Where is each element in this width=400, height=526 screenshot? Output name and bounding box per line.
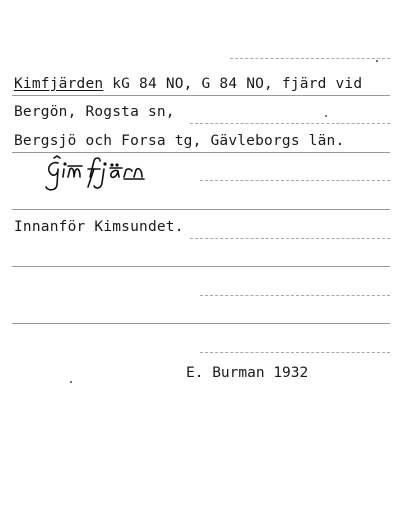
card-rule: [12, 209, 390, 210]
collection-year: 1932: [273, 365, 309, 381]
entry-line-3: Bergsjö och Forsa tg, Gävleborgs län.: [14, 133, 345, 149]
card-rule: [190, 238, 390, 239]
collector-name: E. Burman: [186, 365, 265, 381]
entry-headword: Kimfjärden: [14, 76, 104, 92]
card-rule: [12, 95, 390, 96]
paper-speck: [325, 115, 327, 117]
card-rule: [200, 180, 390, 181]
paper-speck: [70, 381, 72, 383]
collector-signature: [186, 365, 308, 381]
location-note: Innanför Kimsundet.: [14, 219, 184, 235]
card-rule: [200, 295, 390, 296]
entry-line-1-rest: kG 84 NO, G 84 NO, fjärd vid: [103, 76, 363, 92]
handwritten-pronunciation: [44, 155, 174, 195]
entry-line-2: Bergön, Rogsta sn,: [14, 104, 175, 120]
paper-speck: [376, 60, 378, 62]
card-rule: [230, 58, 390, 59]
card-rule: [12, 266, 390, 267]
entry-line-1: [14, 76, 362, 92]
card-rule: [200, 352, 390, 353]
card-rule: [12, 152, 390, 153]
card-rule: [12, 323, 390, 324]
card-rule: [190, 123, 390, 124]
